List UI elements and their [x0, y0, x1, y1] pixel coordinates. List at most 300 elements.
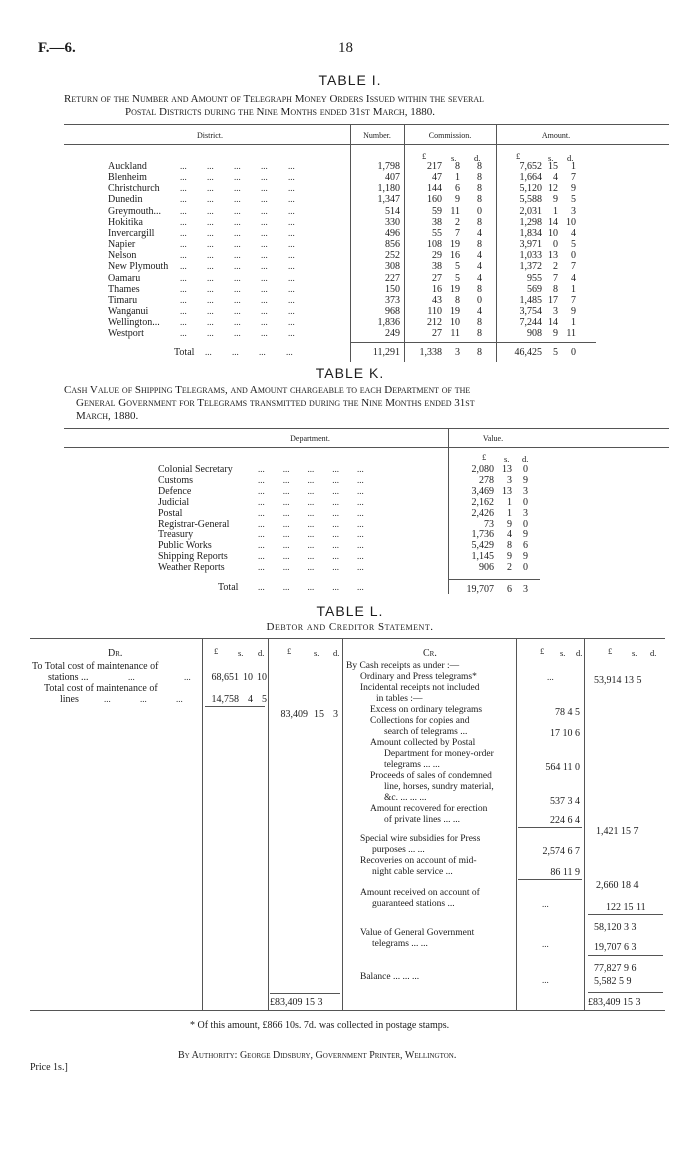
table-i-title: TABLE I.	[318, 72, 382, 88]
lsd-shilling: s.	[560, 648, 566, 658]
table-row-number: 1,347	[377, 194, 400, 206]
table-row-value-pence: 3	[523, 507, 528, 519]
sum-rule	[588, 955, 663, 956]
lsd-pound: £	[422, 151, 427, 161]
debit-v2-s: 4	[248, 694, 253, 705]
table-row-amount-shillings: 8	[553, 283, 558, 295]
leader-dots: ...	[547, 672, 554, 682]
debit-sum-s: 15	[314, 709, 324, 720]
table-row-value-pounds: 3,469	[471, 485, 494, 497]
credit-l15: of private lines ... ...	[384, 815, 460, 825]
leader-dots: ...	[176, 694, 183, 704]
table-row-commission-pounds: 55	[432, 227, 442, 239]
leader-dots: ... ... ... ... ...	[258, 562, 364, 573]
table-row-number: 249	[385, 328, 400, 340]
table-row-value-shillings: 9	[507, 518, 512, 530]
table-row-commission-pounds: 47	[432, 172, 442, 184]
table-row-amount-pence: 1	[571, 317, 576, 329]
table-i-caption-1: Return of the Number and Amount of Telegraph Money Orders Issued within the several	[64, 93, 485, 105]
credit-l6: Collections for copies and	[370, 716, 470, 726]
debit-v1-l: 68,651	[211, 672, 239, 683]
table-row-amount-shillings: 10	[548, 227, 558, 239]
leader-dots: ... ... ... ... ...	[180, 205, 295, 216]
table-row-amount-shillings: 9	[553, 194, 558, 206]
table-row-commission-shillings: 10	[450, 317, 460, 329]
table-row-value-pounds: 1,145	[471, 551, 494, 563]
table-row-number: 968	[385, 305, 400, 317]
credit-l2-value: 53,914 13 5	[594, 675, 642, 686]
table-row-amount-shillings: 9	[553, 328, 558, 340]
table-row-value-shillings: 1	[507, 496, 512, 508]
table-row-value-pounds: 2,162	[471, 496, 494, 508]
table-row-number: 1,836	[377, 317, 400, 329]
lsd-pence: d.	[576, 648, 583, 658]
table-l-col-sep	[584, 638, 585, 1010]
table-row-value-shillings: 13	[502, 464, 512, 475]
table-row-district: Wanganui	[108, 305, 149, 317]
table-i-total-a-l: 46,425	[514, 347, 542, 358]
table-row-district: Nelson	[108, 250, 137, 262]
table-l-col-sep	[268, 638, 269, 1010]
table-i-total-a-s: 5	[553, 347, 558, 358]
leader-dots: ...	[542, 899, 549, 909]
table-row-amount-pounds: 1,485	[519, 294, 542, 306]
lsd-shilling: s.	[451, 153, 457, 163]
table-row-commission-pence: 4	[477, 227, 482, 239]
table-row-department: Defence	[158, 485, 192, 497]
leader-dots: ... ... ... ... ...	[180, 317, 295, 328]
table-row-value-pence: 9	[523, 551, 528, 563]
lsd-pence: d.	[650, 648, 657, 658]
table-row-value-pounds: 2,426	[471, 507, 494, 519]
sum-rule	[205, 706, 265, 707]
table-row-amount-pounds: 569	[527, 283, 542, 295]
table-i-caption-2: Postal Districts during the Nine Months ended 31st March, 1880.	[125, 106, 435, 118]
table-row-commission-shillings: 11	[450, 205, 460, 217]
credit-l10: telegrams ... ...	[384, 760, 440, 770]
leader-dots: ... ... ... ... ...	[180, 194, 295, 205]
table-row-amount-pence: 10	[566, 216, 576, 228]
table-row-commission-pounds: 160	[427, 194, 442, 206]
table-row-commission-shillings: 1	[455, 172, 460, 184]
table-row-district: Invercargill	[108, 227, 155, 239]
total-rule	[496, 342, 596, 343]
credit-l9: Department for money-order	[384, 749, 494, 759]
leader-dots: ... ... ... ... ...	[258, 464, 364, 474]
leader-dots: ... ... ... ... ...	[258, 582, 364, 592]
report-code: F.—6.	[38, 40, 76, 56]
leader-dots: ... ... ... ... ...	[258, 551, 364, 562]
table-row-amount-pounds: 3,971	[519, 239, 542, 251]
credit-l14: Amount recovered for erection	[370, 804, 488, 814]
table-row-commission-pence: 4	[477, 250, 482, 262]
table-row-number: 308	[385, 261, 400, 273]
table-row-amount-pence: 4	[571, 227, 576, 239]
leader-dots: ...	[140, 694, 147, 704]
table-i-total-c-s: 3	[455, 347, 460, 358]
table-row-value-pounds: 5,429	[471, 540, 494, 552]
table-row-commission-shillings: 19	[450, 239, 460, 251]
leader-dots: ... ... ... ... ...	[180, 283, 295, 294]
table-row-commission-pence: 8	[477, 172, 482, 184]
table-row-commission-pence: 0	[477, 294, 482, 306]
leader-dots: ... ... ... ... ...	[180, 250, 295, 261]
table-row-amount-pounds: 1,298	[519, 216, 542, 228]
table-row-amount-pounds: 5,588	[519, 194, 542, 206]
table-row-number: 227	[385, 272, 400, 284]
col-amount: Amount.	[541, 131, 571, 140]
credit-subtotal-1: 1,421 15 7	[596, 826, 639, 837]
table-row-commission-pounds: 110	[427, 305, 442, 317]
credit-l21-value: 122 15 11	[606, 902, 646, 913]
table-k-total-l: 19,707	[466, 584, 494, 595]
table-row-amount-shillings: 14	[548, 317, 558, 329]
table-k-total-s: 6	[507, 584, 512, 595]
table-i-total-label: Total	[174, 347, 195, 358]
table-row-commission-pence: 8	[477, 161, 482, 172]
credit-l13-value: 537 3 4	[550, 796, 580, 807]
leader-dots: ... ... ... ... ...	[258, 518, 364, 529]
table-row-commission-pounds: 27	[432, 272, 442, 284]
table-row-amount-pounds: 1,664	[519, 172, 542, 184]
leader-dots: ...	[128, 672, 135, 682]
table-row-amount-pence: 4	[571, 272, 576, 284]
table-row-commission-pence: 8	[477, 328, 482, 340]
table-row-amount-shillings: 13	[548, 250, 558, 262]
table-row-value-pounds: 906	[479, 562, 494, 574]
table-row-commission-shillings: 8	[455, 161, 460, 172]
table-row-value-pence: 9	[523, 529, 528, 541]
table-row-amount-pounds: 1,834	[519, 227, 542, 239]
table-row-amount-pounds: 955	[527, 272, 542, 284]
table-row-department: Postal	[158, 507, 183, 519]
credit-l7-value: 17 10 6	[550, 728, 580, 739]
table-row-commission-pounds: 59	[432, 205, 442, 217]
table-row-value-pounds: 2,080	[471, 464, 494, 475]
sum-rule	[518, 827, 582, 828]
table-row-commission-pounds: 108	[427, 239, 442, 251]
table-row-amount-pounds: 5,120	[519, 183, 542, 195]
leader-dots: ... ... ... ... ...	[258, 529, 364, 540]
table-row-district: Timaru	[108, 294, 138, 306]
col-number: Number.	[363, 131, 391, 140]
col-value: Value.	[482, 434, 504, 443]
leader-dots: ... ... ... ... ...	[258, 474, 364, 485]
table-row-amount-pence: 9	[571, 183, 576, 195]
table-row-amount-pounds: 1,372	[519, 261, 542, 273]
table-i-total-c-d: 8	[477, 347, 482, 358]
table-row-amount-pence: 7	[571, 172, 576, 184]
table-row-number: 252	[385, 250, 400, 262]
debit-sum-l: 83,409	[280, 709, 308, 720]
grand-rule	[270, 993, 340, 994]
credit-l24-value: 5,582 5 9	[594, 976, 632, 987]
table-row-amount-pence: 3	[571, 205, 576, 217]
table-row-commission-shillings: 7	[455, 227, 460, 239]
table-row-commission-shillings: 16	[450, 250, 460, 262]
table-row-amount-pounds: 2,031	[519, 205, 542, 217]
table-row-district: Greymouth...	[108, 205, 162, 217]
table-row-amount-shillings: 12	[548, 183, 558, 195]
table-row-amount-pence: 1	[571, 161, 576, 172]
col-department: Department.	[290, 434, 330, 443]
table-row-department: Colonial Secretary	[158, 464, 233, 475]
table-row-amount-shillings: 17	[548, 294, 558, 306]
table-row-commission-pounds: 38	[432, 261, 442, 273]
cr-label: Cr.	[423, 648, 437, 659]
table-row-district: Thames	[108, 283, 140, 295]
table-k-caption-2: General Government for Telegrams transmitted during the Nine Months ended 31st	[76, 397, 475, 409]
debit-v2-d: 5	[262, 694, 267, 705]
table-k-total-d: 3	[523, 584, 528, 595]
leader-dots: ... ... ... ... ...	[180, 172, 295, 183]
credit-l17-value: 2,574 6 7	[542, 846, 580, 857]
table-row-number: 330	[385, 216, 400, 228]
table-row-commission-pence: 8	[477, 183, 482, 195]
table-row-value-shillings: 3	[507, 474, 512, 486]
table-row-commission-pounds: 43	[432, 294, 442, 306]
table-row-amount-pence: 5	[571, 194, 576, 206]
leader-dots: ... ... ... ... ...	[180, 239, 295, 250]
table-row-amount-pounds: 7,652	[519, 161, 542, 172]
table-row-value-shillings: 8	[507, 540, 512, 552]
leader-dots: ... ... ... ... ...	[180, 261, 295, 272]
leader-dots: ... ... ... ... ...	[180, 305, 295, 316]
credit-l20: Amount received on account of	[360, 888, 480, 898]
table-row-amount-shillings: 1	[553, 205, 558, 217]
table-row-district: New Plymouth	[108, 261, 169, 273]
table-k-title: TABLE K.	[315, 365, 385, 381]
table-row-number: 514	[385, 205, 400, 217]
table-row-commission-shillings: 5	[455, 272, 460, 284]
table-row-value-shillings: 9	[507, 551, 512, 563]
credit-l2: Ordinary and Press telegrams*	[360, 672, 477, 682]
table-row-value-pounds: 73	[484, 518, 494, 530]
table-row-value-pence: 6	[523, 540, 528, 552]
lsd-shilling: s.	[504, 454, 510, 464]
lsd-shilling: s.	[314, 648, 320, 658]
table-row-district: Wellington...	[108, 317, 160, 329]
leader-dots: ... ... ... ... ...	[180, 227, 295, 238]
dr-label: Dr.	[108, 648, 123, 659]
leader-dots: ... ... ... ... ...	[180, 161, 295, 171]
credit-subtotal-2: 2,660 18 4	[596, 880, 639, 891]
table-row-department: Shipping Reports	[158, 551, 228, 563]
lsd-pound: £	[608, 646, 613, 656]
lsd-pence: d.	[567, 153, 574, 163]
debit-sum-d: 3	[333, 709, 338, 720]
leader-dots: ... ... ... ... ...	[180, 183, 295, 194]
table-i-total-c-l: 1,338	[419, 347, 442, 358]
credit-l17: purposes ... ...	[372, 845, 425, 855]
lsd-pound: £	[540, 646, 545, 656]
table-row-amount-shillings: 7	[553, 272, 558, 284]
table-row-number: 856	[385, 239, 400, 251]
table-row-commission-pounds: 38	[432, 216, 442, 228]
leader-dots: ... ... ... ... ...	[258, 540, 364, 551]
credit-l22: Value of General Government	[360, 928, 475, 938]
credit-l24: Balance ... ... ...	[360, 972, 420, 982]
credit-l5: Excess on ordinary telegrams	[370, 705, 483, 715]
total-rule	[448, 579, 540, 580]
table-row-amount-shillings: 14	[548, 216, 558, 228]
table-row-amount-shillings: 3	[553, 305, 558, 317]
table-l-top-rule	[30, 638, 665, 639]
table-k-caption-3: March, 1880.	[76, 410, 139, 422]
table-row-commission-pence: 4	[477, 261, 482, 273]
table-row-commission-pounds: 16	[432, 283, 442, 295]
sum-rule	[518, 879, 582, 880]
leader-dots: ... ... ... ...	[205, 347, 293, 357]
table-row-commission-shillings: 9	[455, 194, 460, 206]
leader-dots: ...	[542, 975, 549, 985]
table-row-department: Registrar-General	[158, 518, 230, 530]
debit-line-2: stations ...	[48, 672, 89, 683]
table-row-district: Christchurch	[108, 183, 160, 195]
table-row-department: Public Works	[158, 540, 212, 552]
table-row-amount-pence: 7	[571, 261, 576, 273]
table-row-value-pounds: 1,736	[471, 529, 494, 541]
table-i-total-a-d: 0	[571, 347, 576, 358]
table-i-top-rule	[64, 124, 669, 125]
table-row-commission-pence: 4	[477, 305, 482, 317]
table-row-commission-shillings: 5	[455, 261, 460, 273]
debit-v1-s: 10	[243, 672, 253, 683]
table-row-commission-pounds: 27	[432, 328, 442, 340]
table-l-title: TABLE L.	[316, 603, 384, 619]
table-row-amount-pence: 7	[571, 294, 576, 306]
table-row-value-pence: 3	[523, 485, 528, 497]
lsd-pence: d.	[258, 648, 265, 658]
table-row-value-pence: 0	[523, 496, 528, 508]
table-row-value-shillings: 13	[502, 485, 512, 497]
credit-l10-value: 564 11 0	[545, 762, 580, 773]
credit-l7: search of telegrams ...	[384, 727, 468, 737]
table-row-commission-pounds: 29	[432, 250, 442, 262]
credit-l19: night cable service ...	[372, 867, 453, 877]
table-row-department: Customs	[158, 474, 194, 486]
table-row-amount-shillings: 4	[553, 172, 558, 184]
table-k-top-rule	[64, 428, 669, 429]
table-row-commission-shillings: 19	[450, 283, 460, 295]
table-row-value-pence: 9	[523, 474, 528, 486]
table-row-amount-shillings: 0	[553, 239, 558, 251]
table-row-amount-pence: 9	[571, 305, 576, 317]
table-row-value-shillings: 1	[507, 507, 512, 519]
debit-v2-l: 14,758	[211, 694, 239, 705]
leader-dots: ... ... ... ... ...	[180, 216, 295, 227]
credit-l16: Special wire subsidies for Press	[360, 834, 481, 844]
lsd-shilling: s.	[632, 648, 638, 658]
leader-dots: ...	[104, 694, 111, 704]
lsd-shilling: s.	[548, 153, 554, 163]
leader-dots: ...	[184, 672, 191, 682]
table-row-commission-pounds: 212	[427, 317, 442, 329]
credit-subtotal-3: 58,120 3 3	[594, 922, 637, 933]
lsd-pound: £	[214, 646, 219, 656]
sum-rule	[588, 914, 663, 915]
table-row-commission-pence: 8	[477, 194, 482, 206]
grand-rule	[588, 992, 663, 993]
table-row-district: Hokitika	[108, 216, 143, 228]
table-row-amount-pence: 0	[571, 250, 576, 262]
price: Price 1s.]	[30, 1062, 68, 1073]
credit-l3: Incidental receipts not included	[360, 683, 480, 693]
credit-l19-value: 86 11 9	[550, 867, 580, 878]
credit-l23-value: 19,707 6 3	[594, 942, 637, 953]
leader-dots: ... ... ... ... ...	[258, 507, 364, 518]
table-row-amount-pounds: 908	[527, 328, 542, 340]
table-row-amount-pounds: 3,754	[519, 305, 542, 317]
table-k-total-label: Total	[218, 582, 239, 593]
leader-dots: ... ... ... ... ...	[180, 272, 295, 283]
table-row-value-pounds: 278	[479, 474, 494, 486]
table-row-number: 150	[385, 283, 400, 295]
table-row-commission-pence: 8	[477, 317, 482, 329]
col-commission: Commission.	[428, 131, 472, 140]
table-row-number: 1,180	[377, 183, 400, 195]
table-l-col-sep	[516, 638, 517, 1010]
table-k-header-rule	[64, 447, 669, 448]
table-row-department: Treasury	[158, 529, 194, 541]
credit-l12: line, horses, sundry material,	[384, 782, 494, 792]
lsd-pound: £	[516, 151, 521, 161]
table-row-commission-pence: 8	[477, 216, 482, 228]
table-row-commission-pounds: 217	[427, 161, 442, 172]
table-row-district: Auckland	[108, 161, 147, 172]
table-k-caption-1: Cash Value of Shipping Telegrams, and Amount chargeable to each Department of the	[64, 384, 471, 396]
table-row-commission-shillings: 2	[455, 216, 460, 228]
table-row-amount-pence: 1	[571, 283, 576, 295]
table-l-caption: Debtor and Creditor Statement.	[266, 621, 434, 633]
lsd-pence: d.	[333, 648, 340, 658]
table-row-amount-shillings: 2	[553, 261, 558, 273]
debit-line-3: Total cost of maintenance of	[44, 683, 158, 694]
credit-subtotal-4: 77,827 9 6	[594, 963, 637, 974]
table-row-commission-pence: 8	[477, 239, 482, 251]
table-row-amount-pence: 11	[566, 328, 576, 340]
table-row-amount-pounds: 1,033	[519, 250, 542, 262]
lsd-pence: d.	[474, 153, 481, 163]
table-row-value-pence: 0	[523, 518, 528, 530]
lsd-pound: £	[287, 646, 292, 656]
table-l-col-sep	[342, 638, 343, 1010]
footnote: * Of this amount, £866 10s. 7d. was collected in postage stamps.	[190, 1020, 450, 1031]
leader-dots: ...	[542, 939, 549, 949]
credit-l4: in tables :—	[376, 694, 423, 704]
total-rule	[404, 342, 496, 343]
table-row-district: Blenheim	[108, 172, 147, 184]
lsd-pence: d.	[522, 454, 529, 464]
debit-line-1: To Total cost of maintenance of	[32, 661, 159, 672]
table-row-district: Napier	[108, 239, 136, 251]
lsd-shilling: s.	[238, 648, 244, 658]
leader-dots: ... ... ... ... ...	[258, 496, 364, 507]
table-row-value-pence: 0	[523, 464, 528, 475]
leader-dots: ... ... ... ... ...	[258, 485, 364, 496]
debit-v1-d: 10	[257, 672, 267, 683]
table-row-value-shillings: 2	[507, 562, 512, 574]
table-row-commission-shillings: 19	[450, 305, 460, 317]
page-number: 18	[338, 40, 353, 56]
table-row-commission-shillings: 6	[455, 183, 460, 195]
table-row-amount-pounds: 7,244	[519, 317, 542, 329]
table-row-department: Weather Reports	[158, 562, 225, 574]
credit-l11: Proceeds of sales of condemned	[370, 771, 492, 781]
credit-l23: telegrams ... ...	[372, 939, 428, 949]
table-row-amount-shillings: 15	[548, 161, 558, 172]
table-row-number: 407	[385, 172, 400, 184]
